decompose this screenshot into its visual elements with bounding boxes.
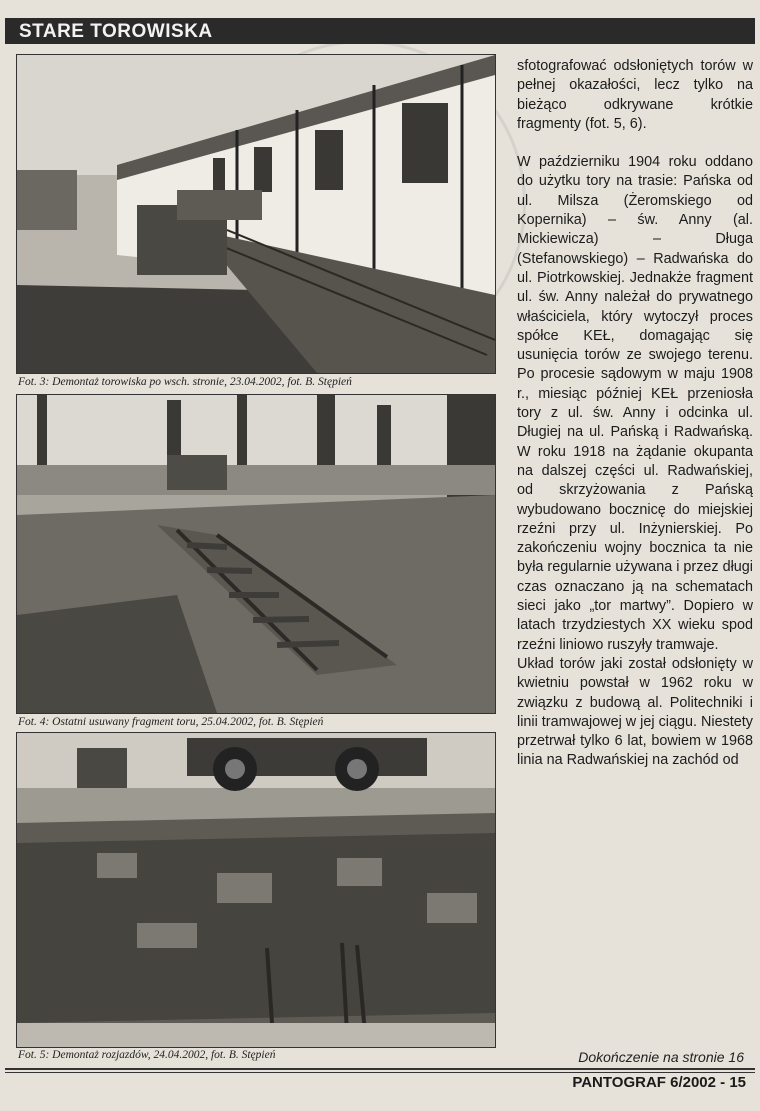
photo-depot-demolition — [16, 54, 496, 374]
footer-divider-thin — [5, 1072, 755, 1073]
page-footer: PANTOGRAF 6/2002 - 15 — [572, 1074, 746, 1091]
article-paragraph: W październiku 1904 roku oddano do użytku tory na trasie: Pańska od ul. Milsza (Żeromskiego od Kopernika) – św. Anny (al. Mickiewicza) – Długa (Stefanowskiego) – Radwańska do ul. Piotrkowskiej. Jednakże fragment ul. św. Anny należał do prywatnego właściciela, który wytoczył proces spółce KEŁ, domagając się usunięcia torów ze swojego terenu. Po procesie sądowym w maju 1908 r., miesiąc później KEŁ przeniosła tory z ul. św. Anny i odcinka ul. Długiej na ul. Pańską i Radwańską. W roku 1918 na żądanie okupanta na dalszej części ul. Radwańskiej, od skrzyżowania z Pańską wybudowano bocznicę do miejskiej rzeźni przy ul. Inżynierskiej. Po zakończeniu wojny bocznica ta nie była regularnie używana i przez długi czas oznaczano ją na schematach sieci jako „tor martwy”. Dopiero w latach trzydziestych XX wieku spod rzeźni liniowo ruszyły tramwaje. — [517, 154, 753, 653]
section-header — [5, 18, 755, 44]
photo-caption: Fot. 5: Demontaż rozjazdów, 24.04.2002, fot. B. Stępień — [18, 1049, 276, 1061]
section-title: STARE TOROWISKA — [19, 21, 213, 42]
footer-divider — [5, 1068, 755, 1070]
photo-last-track-fragment — [16, 394, 496, 714]
continued-note: Dokończenie na stronie 16 — [578, 1049, 744, 1065]
photo-caption: Fot. 4: Ostatni usuwany fragment toru, 25.04.2002, fot. B. Stępień — [18, 716, 324, 728]
article-text-column — [517, 57, 753, 771]
photo-switch-removal — [16, 732, 496, 1048]
article-paragraph: Układ torów jaki został odsłonięty w kwietniu powstał w 1962 roku w związku z budową al. Politechniki i linii tramwajowej w jej ciągu. Niestety przetrwał tylko 6 lat, bowiem w 1968 linia na Radwańskiej na zachód od — [517, 655, 753, 769]
photo-caption: Fot. 3: Demontaż torowiska po wsch. stronie, 23.04.2002, fot. B. Stępień — [18, 376, 352, 388]
article-paragraph: sfotografować odsłoniętych torów w pełnej okazałości, lecz tylko na bieżąco odkrywane krótkie fragmenty (fot. 5, 6). — [517, 58, 753, 132]
